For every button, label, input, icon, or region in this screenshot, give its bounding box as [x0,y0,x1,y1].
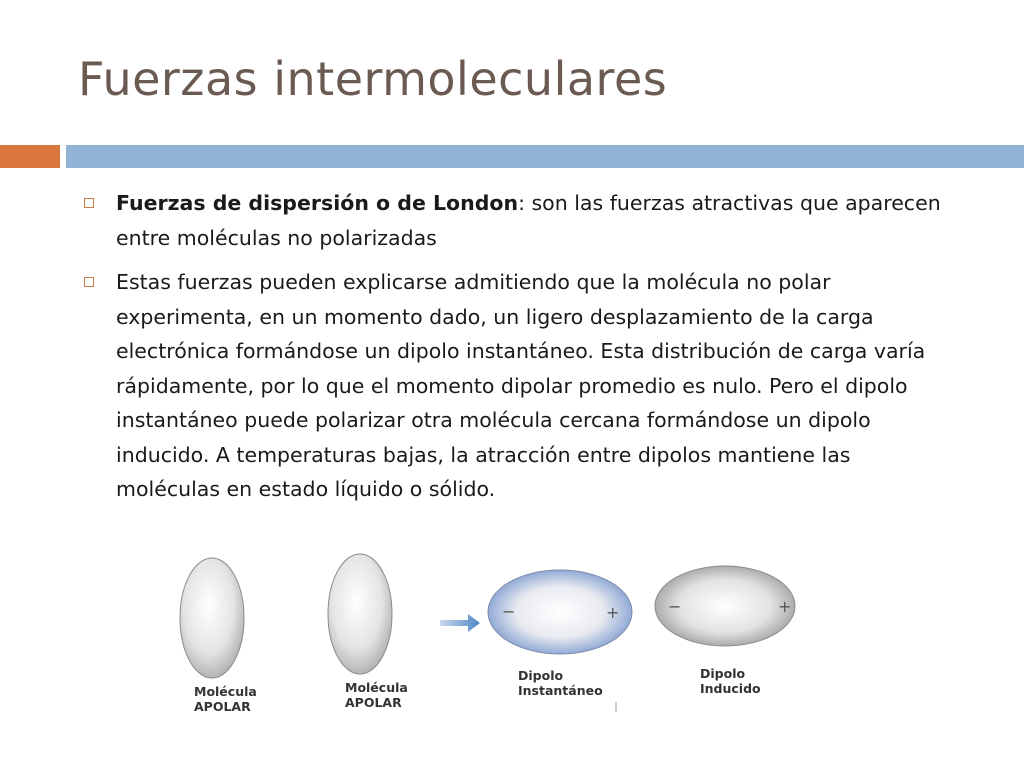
bullet-text: : son las fuerzas atractivas que aparecen entre moléculas no polarizadas [116,191,941,250]
bullet-text: Estas fuerzas pueden explicarse admitiendo que la molécula no polar experimenta, en un momento dado, un ligero desplazamiento de la carga electrónica formándose un dipolo instantáneo. Esta distribución de carga varía rápidamente, por lo que el momento dipolar promedio es nulo. Pero el dipolo instantáneo puede polarizar otra molécula cercana formándose un dipolo inducido. A temperaturas bajas, la atracción entre dipolos mantiene las moléculas en estado líquido o sólido. [116,270,926,501]
accent-bar-orange [0,145,60,168]
apolar-molecule-2 [328,554,392,674]
negative-charge-1: − [502,602,516,621]
label-induced-dipole: Dipolo Inducido [700,666,761,696]
accent-bar-blue [66,145,1024,168]
negative-charge-2: − [668,597,682,616]
bullet-list [78,186,958,517]
bullet-square-icon [84,198,94,208]
dipole-figure [170,548,810,728]
slide-title: Fuerzas intermoleculares [78,52,668,106]
apolar-molecule-1 [180,558,244,678]
label-instantaneous-dipole: Dipolo Instantáneo [518,668,603,698]
arrow-right-icon [440,614,480,632]
bullet-item-london [78,186,958,255]
label-apolar-molecule-1: Molécula APOLAR [194,684,257,714]
bullet-square-icon [84,277,94,287]
positive-charge-2: + [778,597,792,616]
label-apolar-molecule-2: Molécula APOLAR [345,680,408,710]
positive-charge-1: + [606,603,620,622]
dipole-illustration [170,548,810,728]
bullet-item-explanation [78,265,958,507]
bullet-bold-term: Fuerzas de dispersión o de London [116,191,519,215]
